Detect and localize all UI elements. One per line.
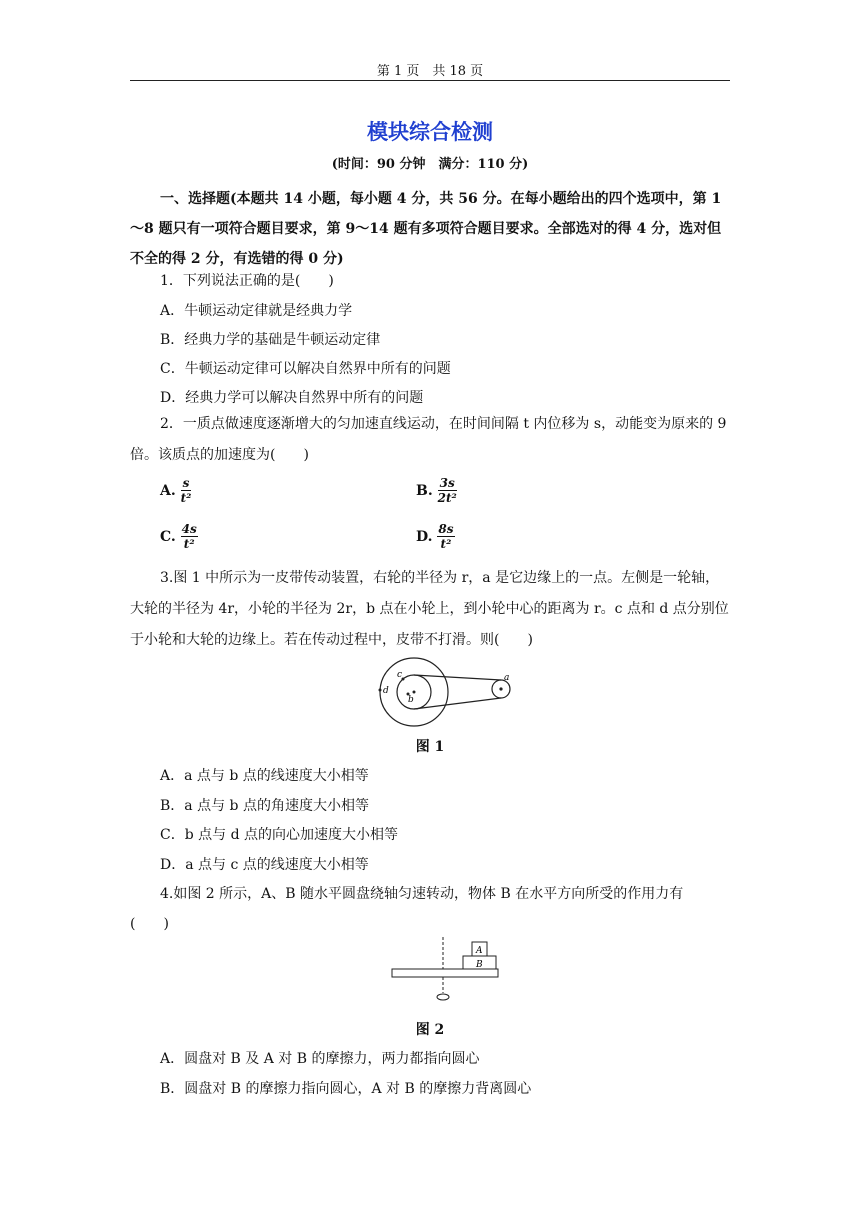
exam-meta: (时间：90 分钟 满分：110 分) — [331, 157, 529, 172]
label-b: b — [408, 695, 414, 705]
section-intro: 一、选择题(本题共 14 小题，每小题 4 分，共 56 分。在每小题给出的四个选项中，第 1～8 题只有一项符合题目要求，第 9～14 题有多项符合题目要求。全部选对的得 4 分，选对但不全的得 2 分，有选错的得 0 分) — [130, 191, 722, 267]
option-label: D. — [416, 528, 433, 545]
q2-option-c — [160, 522, 198, 551]
q4-option-a: A．圆盘对 B 及 A 对 B 的摩擦力，两力都指向圆心 — [160, 1051, 480, 1067]
fraction — [438, 476, 457, 505]
denominator: t² — [180, 491, 192, 505]
label-a-block: A — [476, 946, 483, 956]
denominator: 2t² — [437, 491, 457, 505]
q1-option-a: A．牛顿运动定律就是经典力学 — [160, 303, 353, 319]
fraction — [181, 522, 198, 551]
q1-option-b: B．经典力学的基础是牛顿运动定律 — [160, 332, 381, 348]
numerator: 8s — [438, 522, 454, 536]
rotation-arrow-icon — [437, 994, 449, 1000]
numerator: 4s — [181, 522, 197, 536]
point-d-dot — [379, 689, 382, 692]
q4-option-b: B．圆盘对 B 的摩擦力指向圆心，A 对 B 的摩擦力背离圆心 — [160, 1081, 532, 1097]
fraction — [181, 476, 192, 505]
belt-top — [414, 675, 501, 680]
label-d: d — [383, 686, 389, 696]
q1-option-c: C．牛顿运动定律可以解决自然界中所有的问题 — [160, 361, 451, 377]
option-label: A. — [160, 482, 176, 499]
label-c: c — [397, 670, 403, 680]
header-divider — [130, 80, 730, 81]
q3-option-d: D．a 点与 c 点的线速度大小相等 — [160, 857, 369, 873]
q3-option-a: A．a 点与 b 点的线速度大小相等 — [160, 768, 369, 784]
q2-option-a — [160, 476, 191, 505]
fraction — [437, 522, 454, 551]
q3-option-b: B．a 点与 b 点的角速度大小相等 — [160, 798, 369, 814]
q1-stem: 1．下列说法正确的是( ) — [160, 273, 334, 289]
label-a: a — [504, 673, 510, 683]
numerator: s — [181, 476, 192, 491]
belt-drive-figure — [370, 650, 520, 740]
figure-1-caption: 图 1 — [415, 739, 445, 755]
q3-stem: 3.图 1 中所示为一皮带传动装置，右轮的半径为 r，a 是它边缘上的一点。左侧是一轮轴，大轮的半径为 4r，小轮的半径为 2r，b 点在小轮上，到小轮中心的距离为 r。c 点和 d 点分别位于小轮和大轮的边缘上。若在传动过程中，皮带不打滑。则( ) — [130, 570, 729, 648]
denominator: t² — [183, 537, 195, 551]
page-header: 第 1 页 共 18 页 — [376, 64, 484, 79]
q4-stem-bracket: ( ) — [130, 916, 169, 932]
q1-option-d: D．经典力学可以解决自然界中所有的问题 — [160, 390, 424, 406]
q3-option-c: C．b 点与 d 点的向心加速度大小相等 — [160, 827, 398, 843]
turntable-disk — [392, 969, 498, 977]
q2-option-d — [416, 522, 455, 551]
option-label: C. — [160, 528, 176, 545]
q2-option-b — [416, 476, 457, 505]
label-b-block: B — [476, 960, 483, 970]
denominator: t² — [440, 537, 452, 551]
turntable-figure — [390, 935, 500, 1005]
figure-2-caption: 图 2 — [415, 1022, 445, 1038]
q2-stem: 2．一质点做速度逐渐增大的匀加速直线运动，在时间间隔 t 内位移为 s，动能变为原来的 9 倍。该质点的加速度为( ) — [130, 416, 727, 463]
q4-stem: 4.如图 2 所示，A、B 随水平圆盘绕轴匀速转动，物体 B 在水平方向所受的作用力有 — [160, 886, 684, 902]
right-wheel-hub — [499, 687, 502, 690]
axle-dot — [413, 691, 416, 694]
numerator: 3s — [438, 476, 457, 491]
page-title: 模块综合检测 — [367, 119, 493, 144]
option-label: B. — [416, 482, 433, 499]
